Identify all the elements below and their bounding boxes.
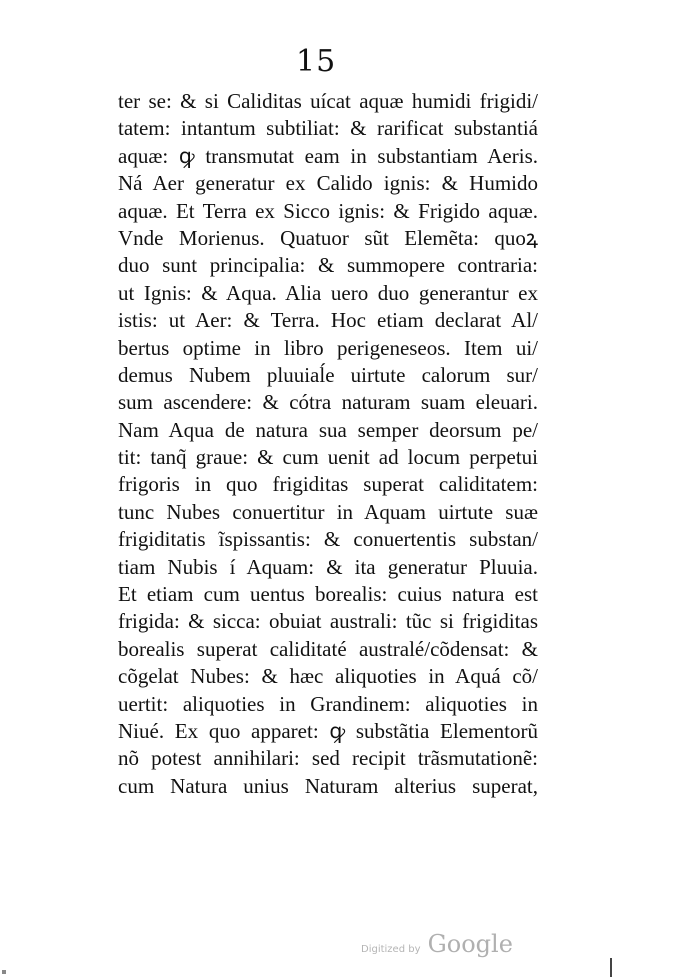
- digitized-watermark: [361, 930, 513, 958]
- google-logo: Google: [427, 930, 513, 958]
- text-line: bertus optime in libro perigeneseos. Item ui/: [118, 335, 538, 360]
- digitized-by-label: Digitized by: [361, 944, 421, 955]
- text-line: ter se: & si Caliditas uícat aquæ humidi frigidi/: [118, 89, 538, 113]
- text-line: Et etiam cum uentus borealis: cuius natura est: [118, 582, 538, 607]
- text-line: demus Nubem pluuiaĺe uirtute calorum sur/: [118, 362, 538, 387]
- text-line: Vnde Morienus. Quatuor sũt Elemẽta: quoꝝ: [118, 225, 538, 250]
- body-text: [118, 88, 538, 800]
- text-line: Ná Aer generatur ex Calido ignis: & Humido: [118, 171, 538, 196]
- text-line: ut Ignis: & Aqua. Alia uero duo generantur ex: [118, 280, 538, 305]
- text-line: Nam Aqua de natura sua semper deorsum pe/: [118, 417, 538, 442]
- text-line: duo sunt principalia: & summopere contraria:: [118, 253, 538, 278]
- text-line: tunc Nubes conuertitur in Aquam uirtute suæ: [118, 499, 538, 524]
- text-line: Niué. Ex quo apparet: ꝙ substãtia Elementorũ: [118, 718, 538, 743]
- page-edge-mark: [610, 958, 612, 977]
- text-line: nõ potest annihilari: sed recipit trãsmutationẽ:: [118, 746, 538, 771]
- text-line: uertit: aliquoties in Grandinem: aliquoties in: [118, 691, 538, 716]
- page-number: 15: [296, 44, 337, 79]
- text-line: tatem: intantum subtiliat: & rarificat substantiá: [118, 116, 538, 141]
- text-line: cum Natura unius Naturam alterius superat,: [118, 773, 538, 798]
- text-line: istis: ut Aer: & Terra. Hoc etiam declarat Al/: [118, 308, 538, 333]
- scan-corner-mark: [2, 970, 6, 974]
- text-line: borealis superat caliditaté australé/cõdensat: &: [118, 636, 538, 661]
- text-line: frigiditatis ĩspissantis: & conuertentis substan/: [118, 527, 538, 552]
- text-line: tit: tanq̃ graue: & cum uenit ad locum perpetui: [118, 445, 538, 470]
- text-line: cõgelat Nubes: & hæc aliquoties in Aquá cõ/: [118, 664, 538, 689]
- text-line: aquæ: ꝙ transmutat eam in substantiam Aeris.: [118, 143, 538, 168]
- text-line: tiam Nubis í Aquam: & ita generatur Pluuia.: [118, 554, 538, 579]
- text-line: sum ascendere: & cótra naturam suam eleuari.: [118, 390, 538, 415]
- text-line: frigida: & sicca: obuiat australi: tũc si frigiditas: [118, 609, 538, 634]
- text-line: aquæ. Et Terra ex Sicco ignis: & Frigido aquæ.: [118, 198, 538, 223]
- text-line: frigoris in quo frigiditas superat caliditatem:: [118, 472, 538, 497]
